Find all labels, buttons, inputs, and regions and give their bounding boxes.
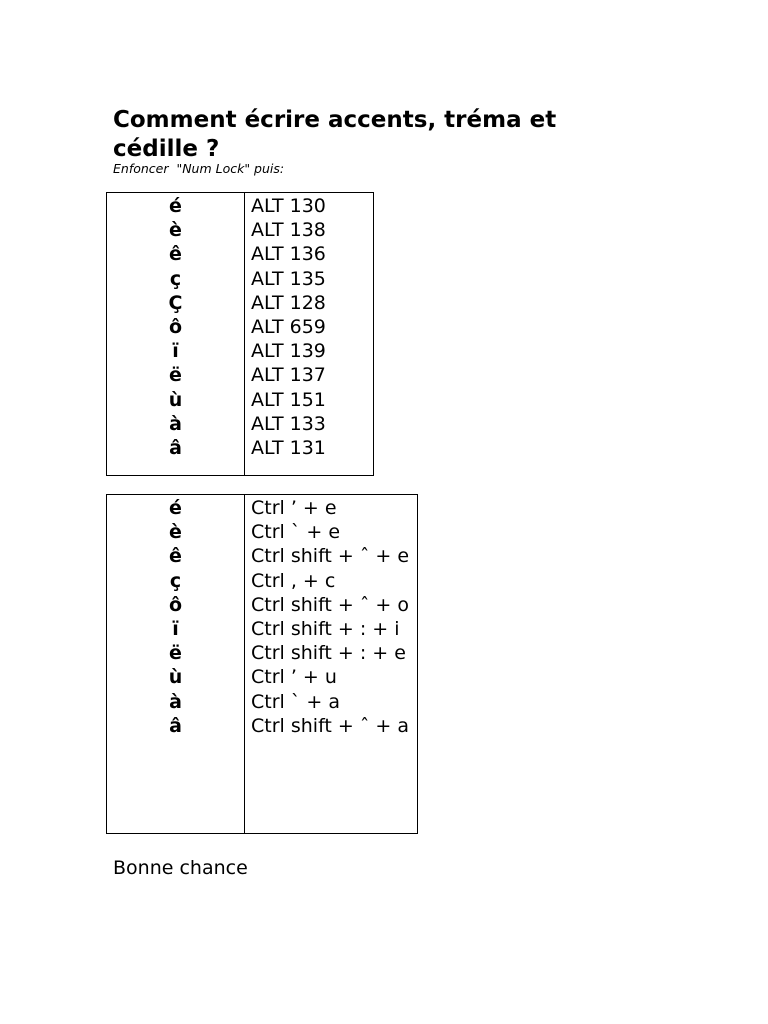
accent-character: ê <box>169 545 182 568</box>
alt-code: ALT 659 <box>251 315 326 338</box>
alt-code: ALT 133 <box>251 412 326 435</box>
ctrl-shortcut: Ctrl ’ + e <box>251 497 337 519</box>
accent-character: ç <box>169 569 182 592</box>
page-title: Comment écrire accents, tréma et cédille ? <box>113 107 557 162</box>
alt-code: ALT 138 <box>251 219 326 242</box>
accent-character: ô <box>168 593 183 616</box>
accent-character: à <box>169 690 182 713</box>
instruction-subtitle: Enfoncer "Num Lock" puis: <box>113 161 285 176</box>
ctrl-shortcut: Ctrl shift + ˆ + a <box>251 714 410 737</box>
ctrl-shortcut: Ctrl shift + ˆ + o <box>251 593 409 616</box>
accent-character: ù <box>168 666 183 689</box>
alt-code: ALT 131 <box>251 436 326 459</box>
accent-character: à <box>169 412 182 435</box>
accent-character: ë <box>169 364 182 387</box>
accent-character: ë <box>169 642 182 665</box>
alt-codes-cell <box>245 193 374 476</box>
alt-codes-table <box>106 192 374 476</box>
alt-characters-cell <box>107 193 245 476</box>
ctrl-shortcut: Ctrl ` + a <box>251 690 340 713</box>
ctrl-characters-cell <box>107 495 245 834</box>
alt-code: ALT 130 <box>251 195 326 217</box>
table-row <box>107 495 418 834</box>
accent-character: é <box>169 497 182 519</box>
ctrl-shortcut: Ctrl shift + : + i <box>251 618 400 641</box>
ctrl-shortcuts-table <box>106 494 418 834</box>
accent-character: ù <box>168 388 183 411</box>
accent-character: ï <box>172 617 179 640</box>
ctrl-shortcuts-cell <box>245 495 418 834</box>
accent-character: ç <box>169 267 182 290</box>
ctrl-shortcut: Ctrl shift + ˆ + e <box>251 545 410 568</box>
accent-character: ê <box>169 243 182 266</box>
alt-code: ALT 135 <box>251 267 326 290</box>
ctrl-shortcut: Ctrl ` + e <box>251 521 341 544</box>
accent-character: Ç <box>168 291 183 314</box>
accent-character: ô <box>168 315 183 338</box>
accent-character: â <box>169 714 182 737</box>
table-row <box>107 193 374 476</box>
accent-character: â <box>169 436 182 459</box>
accent-character: è <box>169 219 182 242</box>
alt-code: ALT 128 <box>251 291 326 314</box>
accent-character: è <box>169 521 182 544</box>
ctrl-shortcut: Ctrl shift + : + e <box>251 642 406 665</box>
ctrl-shortcut: Ctrl ’ + u <box>251 666 337 689</box>
accent-character: é <box>169 195 182 217</box>
alt-code: ALT 139 <box>251 340 326 363</box>
alt-code: ALT 137 <box>251 364 326 387</box>
closing-text: Bonne chance <box>113 857 248 879</box>
ctrl-shortcut: Ctrl , + c <box>251 569 336 592</box>
alt-code: ALT 136 <box>251 243 326 266</box>
accent-character: ï <box>172 340 179 363</box>
alt-code: ALT 151 <box>251 388 326 411</box>
